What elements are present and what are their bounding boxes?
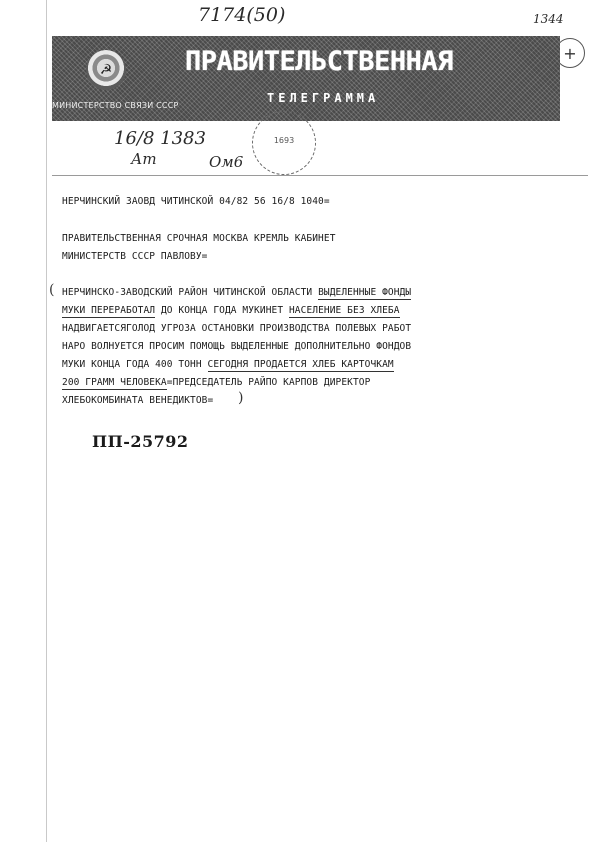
address-line-1: ПРАВИТЕЛЬСТВЕННАЯ СРОЧНАЯ МОСКВА КРЕМЛЬ КАБИНЕТ <box>62 233 336 244</box>
telegram-header: НЕРЧИНСКИЙ ЗАОВД ЧИТИНСКОЙ 04/82 56 16/8 1040= <box>62 196 330 207</box>
margin-bracket-close: ) <box>238 390 244 406</box>
underlined-phrase: 200 ГРАММ ЧЕЛОВЕКА <box>62 377 167 388</box>
body-line-6 <box>62 377 370 388</box>
underlined-phrase: НАСЕЛЕНИЕ БЕЗ ХЛЕБА <box>288 305 400 316</box>
postmark-stamp <box>252 111 316 175</box>
telegram-banner <box>52 36 560 121</box>
circle-mark: + <box>555 38 585 68</box>
body-text: НАДВИГАЕТСЯГОЛОД УГРОЗА ОСТАНОВКИ ПРОИЗВОДСТВА ПОЛЕВЫХ РАБОТ <box>62 323 412 334</box>
body-line-4 <box>62 341 411 352</box>
body-line-5 <box>62 359 394 370</box>
body-text: =ПРЕДСЕДАТЕЛЬ РАЙПО КАРПОВ ДИРЕКТОР <box>166 377 371 388</box>
body-line-2 <box>62 305 400 316</box>
body-line-3 <box>62 323 411 334</box>
body-text: НАРО ВОЛНУЕТСЯ ПРОСИМ ПОМОЩЬ ВЫДЕЛЕННЫЕ ДОПОЛНИТЕЛЬНО ФОНДОВ <box>62 341 412 352</box>
body-text: ДО КОНЦА ГОДА МУКИНЕТ <box>155 305 289 316</box>
margin-bracket-open: ( <box>49 282 55 298</box>
handwritten-reference: 16/8 1383 <box>114 128 206 149</box>
underlined-phrase: ВЫДЕЛЕННЫЕ ФОНДЫ <box>318 287 412 298</box>
address-line-2: МИНИСТЕРСТВ СССР ПАВЛОВУ= <box>62 251 208 262</box>
handwritten-initials: Ат <box>131 150 157 168</box>
underlined-phrase: СЕГОДНЯ ПРОДАЕТСЯ ХЛЕБ КАРТОЧКАМ <box>207 359 394 370</box>
ministry-label: МИНИСТЕРСТВО СВЯЗИ СССР <box>52 101 179 110</box>
stamp-text: 1693 <box>273 136 295 145</box>
body-line-1 <box>62 287 411 298</box>
document-number: ПП-25792 <box>92 432 189 451</box>
corner-mark: 1344 <box>533 12 564 26</box>
header-rule <box>52 175 588 176</box>
banner-title: ПРАВИТЕЛЬСТВЕННАЯ <box>185 46 453 77</box>
banner-subtitle: ТЕЛЕГРАММА <box>267 91 380 105</box>
body-text: МУКИ КОНЦА ГОДА 400 ТОНН <box>62 359 208 370</box>
underlined-phrase: МУКИ ПЕРЕРАБОТАЛ <box>62 305 156 316</box>
body-text: ХЛЕБОКОМБИНАТА ВЕНЕДИКТОВ= <box>62 395 214 406</box>
body-line-7 <box>62 395 213 406</box>
ussr-emblem-icon: ☭ <box>86 50 126 90</box>
handwritten-note: Ом6 <box>209 153 244 171</box>
archive-number: 7174(50) <box>198 4 286 26</box>
body-text: НЕРЧИНСКО-ЗАВОДСКИЙ РАЙОН ЧИТИНСКОЙ ОБЛАСТИ <box>62 287 319 298</box>
page-edge <box>46 0 47 842</box>
